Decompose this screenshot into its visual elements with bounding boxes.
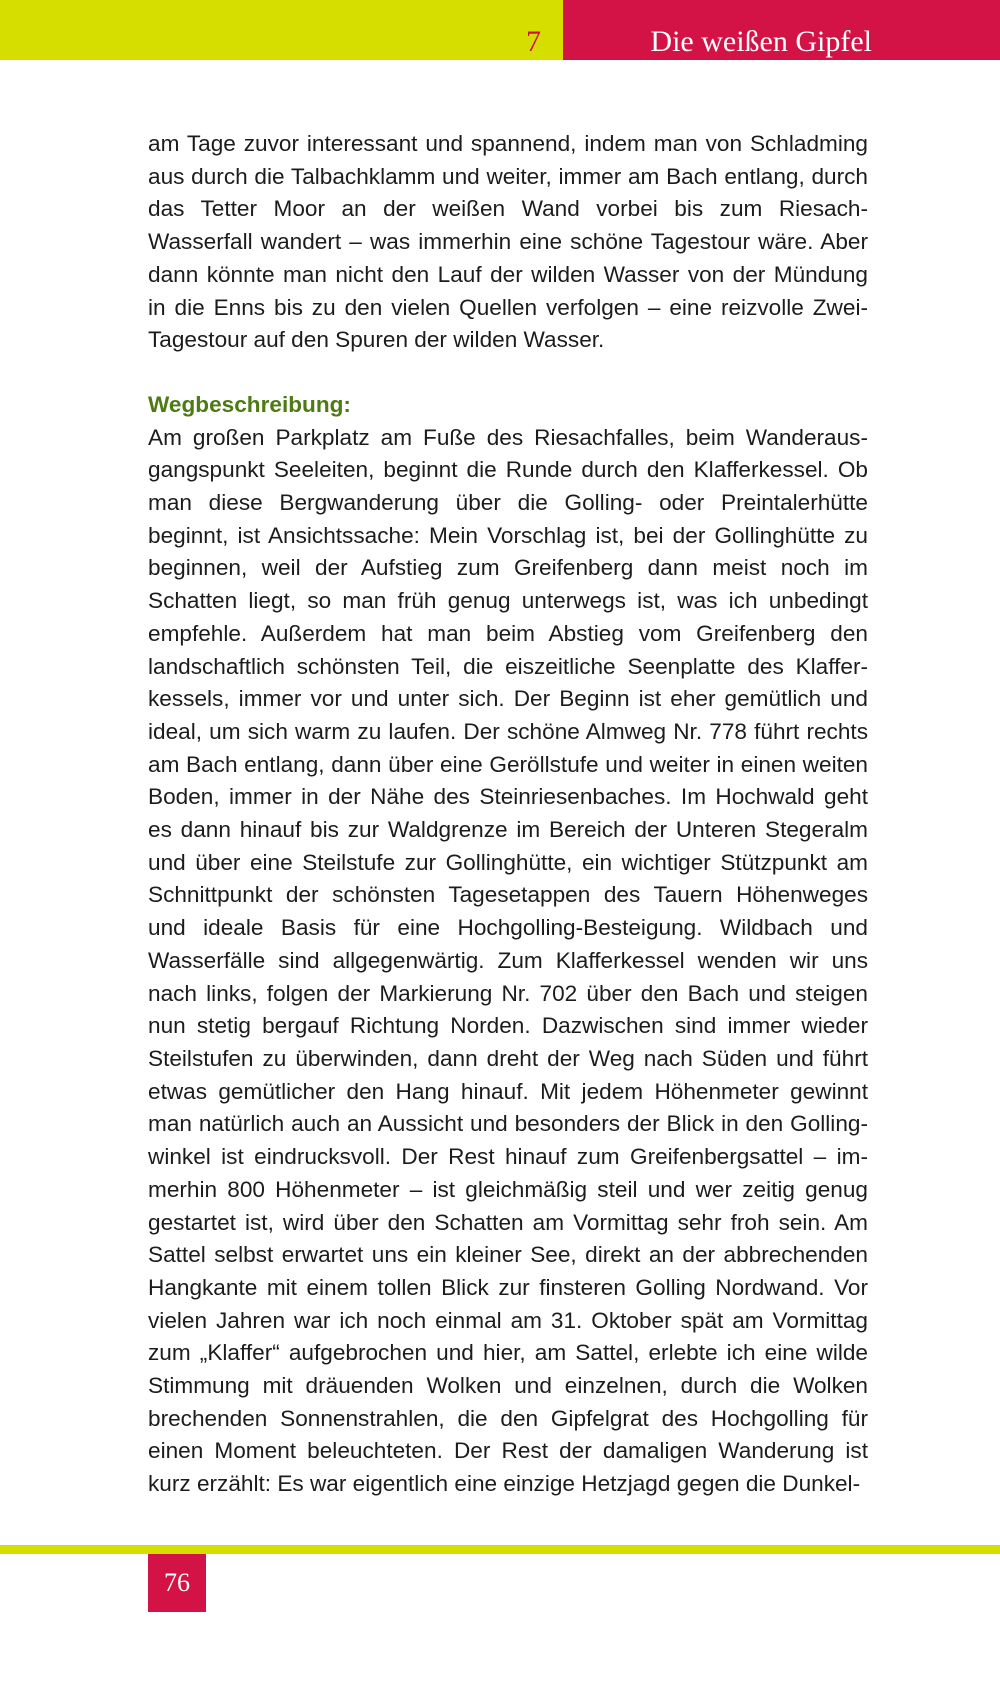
page-number-box — [148, 1554, 206, 1612]
route-paragraph: Am großen Parkplatz am Fuße des Riesachfalles, beim Wanderausgangspunkt Seeleiten, beginnt die Runde durch den Klafferkessel. Ob man diese Bergwanderung über die Golling- oder Preintalerhütte beginnt, ist Ansichtssache: Mein Vorschlag ist, bei der Gollinghütte zu beginnen, weil der Aufstieg zum Greifenberg dann meist noch im Schatten liegt, so man früh genug unterwegs ist, was ich unbedingt empfehle. Außerdem hat man beim Abstieg vom Greifenberg den landschaftlich schönsten Teil, die eiszeitliche Seenplatte des Klafferkessels, immer vor und unter sich. Der Beginn ist eher gemütlich und ideal, um sich warm zu laufen. Der schöne Almweg Nr. 778 führt rechts am Bach entlang, dann über eine Geröllstufe und weiter in einen weiten Boden, immer in der Nähe des Steinriesenbaches. Im Hochwald geht es dann hinauf bis zur Waldgrenze im Bereich der Unteren Stegeralm und über eine Steilstufe zur Gollinghütte, ein wichtiger Stützpunkt am Schnittpunkt der schönsten Tagesetappen des Tauern Höhenweges und ideale Basis für eine Hochgolling-Besteigung. Wildbach und Wasserfälle sind allgegenwärtig. Zum Klafferkessel wenden wir uns nach links, folgen der Markierung Nr. 702 über den Bach und steigen nun stetig bergauf Richtung Norden. Dazwischen sind immer wieder Steilstufen zu überwinden, dann dreht der Weg nach Süden und führt etwas gemütlicher den Hang hinauf. Mit jedem Höhenmeter gewinnt man natürlich auch an Aussicht und besonders der Blick in den Gollingwinkel ist eindrucksvoll. Der Rest hinauf zum Greifenbergsattel – immerhin 800 Höhenmeter – ist gleichmäßig steil und wer zeitig genug gestartet ist, wird über den Schatten am Vormittag sehr froh sein. Am Sattel selbst erwartet uns ein kleiner See, direkt an der abbrechenden Hangkante mit einem tollen Blick zur finsteren Golling Nordwand. Vor vielen Jahren war ich noch einmal am 31. Oktober spät am Vormittag zum „Klaffer“ aufgebrochen und hier, am Sattel, erlebte ich eine wilde Stimmung mit dräuenden Wolken und einzelnen, durch die Wolken brechenden Sonnenstrahlen, die den Gipfelgrat des Hochgolling für einen Moment beleuchteten. Der Rest der damaligen Wanderung ist kurz erzählt: Es war eigentlich eine einzige Hetzjagd gegen die Dunkel- — [148, 424, 868, 1497]
intro-paragraph: am Tage zuvor interessant und spannend, indem man von Schladming aus durch die Talbachklamm und weiter, immer am Bach entlang, durch das Tetter Moor an der weißen Wand vorbei bis zum Riesach-Wasserfall wandert – was immerhin eine schöne Tagestour wäre. Aber dann könnte man nicht den Lauf der wilden Wasser von der Mündung in die Enns bis zu den vielen Quellen verfolgen – eine reizvolle Zwei-Tagestour auf den Spuren der wilden Wasser. — [148, 131, 868, 353]
page-body — [148, 128, 868, 1501]
footer-rule — [0, 1545, 1000, 1554]
chapter-title: Die weißen Gipfel — [650, 25, 872, 58]
section-heading: Wegbeschreibung: — [148, 391, 351, 417]
page-header — [0, 0, 1000, 60]
header-green-band — [0, 0, 563, 60]
page-number: 76 — [164, 1568, 190, 1597]
chapter-number: 7 — [526, 25, 541, 58]
